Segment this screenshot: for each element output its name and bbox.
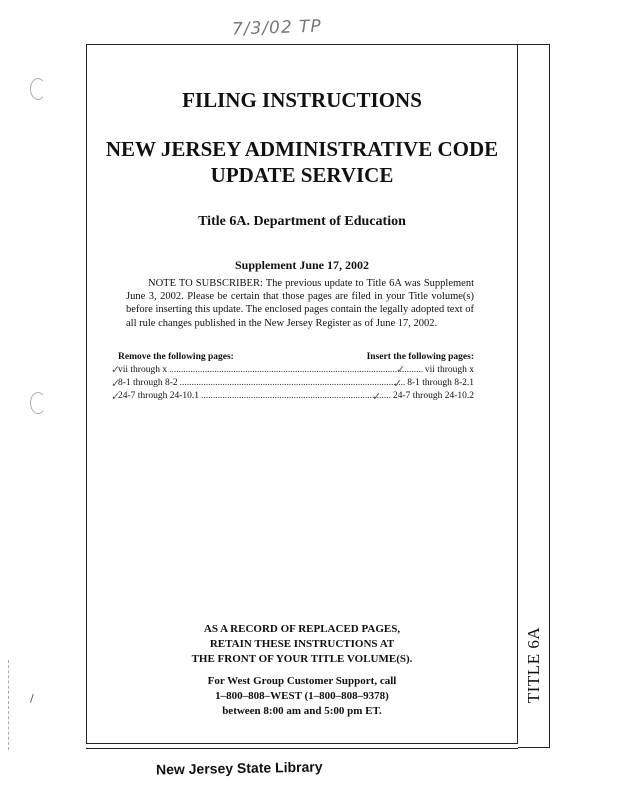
insert-pages: 8-1 through 8-2.1 <box>407 378 474 388</box>
table-row <box>118 391 474 404</box>
check-mark-icon: ✓ <box>393 377 403 390</box>
insert-pages: 24-7 through 24-10.2 <box>392 391 474 401</box>
check-mark-icon: ✓ <box>372 390 382 403</box>
code-title <box>86 136 518 188</box>
remove-header: Remove the following pages: <box>118 352 234 362</box>
leader-dots <box>201 391 391 401</box>
library-stamp: New Jersey State Library <box>155 758 323 778</box>
support-hours: between 8:00 am and 5:00 pm ET. <box>222 705 382 717</box>
handwritten-annotation: 7/3/02 TP <box>231 16 323 40</box>
code-title-line2: UPDATE SERVICE <box>210 163 394 187</box>
frame-bottom-line <box>86 748 518 749</box>
title-section-heading: Title 6A. Department of Education <box>198 214 406 229</box>
table-row <box>118 378 474 391</box>
insert-header: Insert the following pages: <box>366 352 474 362</box>
retain-line2: RETAIN THESE INSTRUCTIONS AT <box>209 638 395 650</box>
margin-edge-line <box>8 660 10 750</box>
table-header <box>118 352 474 365</box>
margin-mark: / <box>30 692 34 705</box>
remove-pages: 24-7 through 24-10.1 <box>118 391 200 401</box>
customer-support-notice <box>86 674 518 719</box>
check-mark-icon: ✓ <box>111 363 121 376</box>
supplement-date: Supplement June 17, 2002 <box>234 258 370 272</box>
support-line1: For West Group Customer Support, call <box>207 675 397 687</box>
retain-line3: THE FRONT OF YOUR TITLE VOLUME(S). <box>191 653 413 665</box>
filing-instructions-title: FILING INSTRUCTIONS <box>182 88 422 112</box>
support-phone: 1–800–808–WEST (1–800–808–9378) <box>215 690 389 702</box>
check-mark-icon: ✓ <box>111 390 121 403</box>
code-title-line1: NEW JERSEY ADMINISTRATIVE CODE <box>105 137 499 161</box>
note-to-subscriber: NOTE TO SUBSCRIBER: The previous update to Title 6A was Supplement June 3, 2002. Please be certain that those pages are filed in your Title volume(s) before inserting this update. The enclosed pages contain the legally adopted text of all rule changes published in the New Jersey Register as of June 17, 2002. <box>126 278 474 329</box>
retain-line1: AS A RECORD OF REPLACED PAGES, <box>203 623 401 635</box>
page-replacement-table <box>118 352 474 404</box>
check-mark-icon: ✓ <box>111 377 121 390</box>
insert-pages: vii through x <box>424 365 474 375</box>
binder-hole-top <box>30 78 46 100</box>
retain-notice <box>86 622 518 667</box>
remove-pages: 8-1 through 8-2 <box>118 378 178 388</box>
binder-hole-middle <box>30 392 46 414</box>
leader-dots <box>180 378 406 388</box>
remove-pages: vii through x <box>118 365 168 375</box>
side-tab-label <box>520 620 548 710</box>
table-row <box>118 365 474 378</box>
leader-dots <box>169 365 423 375</box>
check-mark-icon: ✓ <box>396 363 406 376</box>
tab-label-text: TITLE 6A <box>524 626 543 704</box>
